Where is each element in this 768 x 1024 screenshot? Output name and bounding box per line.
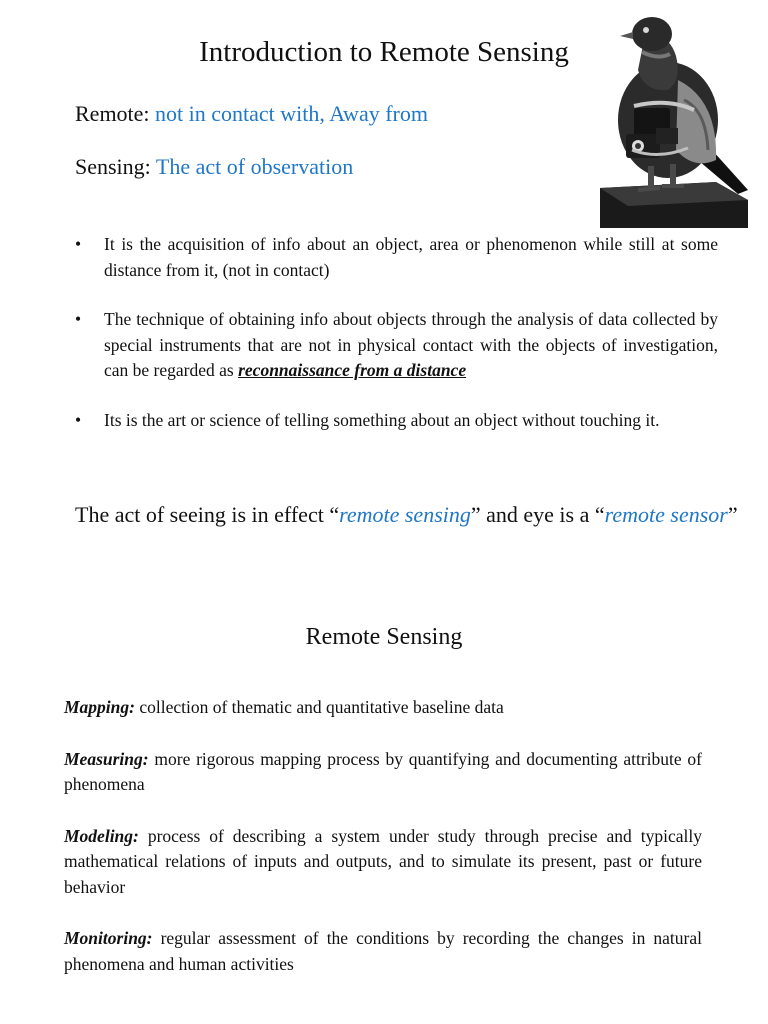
camera-pigeon-photo [598, 10, 750, 228]
page-title: Introduction to Remote Sensing [199, 36, 569, 68]
seeing-statement: The act of seeing is in effect “remote sensing” and eye is a “remote sensor” [75, 502, 738, 527]
remote-sensing-emphasis: remote sensing [339, 502, 471, 527]
application-definitions [64, 695, 702, 1003]
bullet-text: Its is the art or science of telling something about an object without touching it. [104, 409, 660, 430]
definition-sensing [75, 153, 353, 181]
bullet-item [75, 307, 718, 384]
definition-mapping: Mapping: collection of thematic and quantitative baseline data [64, 697, 504, 717]
section-title: Remote Sensing [305, 624, 463, 650]
definition-term: Sensing: [75, 154, 151, 179]
bullet-list [75, 232, 718, 457]
bullet-emphasis: reconnaissance from a distance [238, 360, 467, 380]
bullet-dot-icon: • [75, 234, 82, 254]
definition-remote [75, 100, 428, 128]
bullet-dot-icon: • [75, 409, 82, 430]
bullet-text: The technique of obtaining info about objects through the analysis of data collected by special instruments that are not in physical contact with the objects of investigation, can be regarded as [104, 309, 718, 380]
bullet-item [75, 232, 718, 283]
definition-meaning: The act of observation [155, 154, 354, 179]
definition-term: Remote: [75, 101, 150, 126]
bullet-dot-icon: • [75, 309, 82, 329]
definition-measuring: Measuring: more rigorous mapping process by quantifying and documenting attribute of phenomena [64, 748, 702, 794]
remote-sensor-emphasis: remote sensor [604, 502, 728, 527]
bullet-text: It is the acquisition of info about an object, area or phenomenon while still at some distance from it, (not in contact) [104, 234, 718, 280]
bullet-item [75, 408, 718, 434]
definition-meaning: not in contact with, Away from [155, 101, 428, 126]
definition-modeling: Modeling: process of describing a system under study through precise and typically mathematical relations of inputs and outputs, and to simulate its present, past or future behavior [64, 825, 702, 897]
definition-monitoring: Monitoring: regular assessment of the conditions by recording the changes in natural phenomena and human activities [64, 928, 702, 974]
